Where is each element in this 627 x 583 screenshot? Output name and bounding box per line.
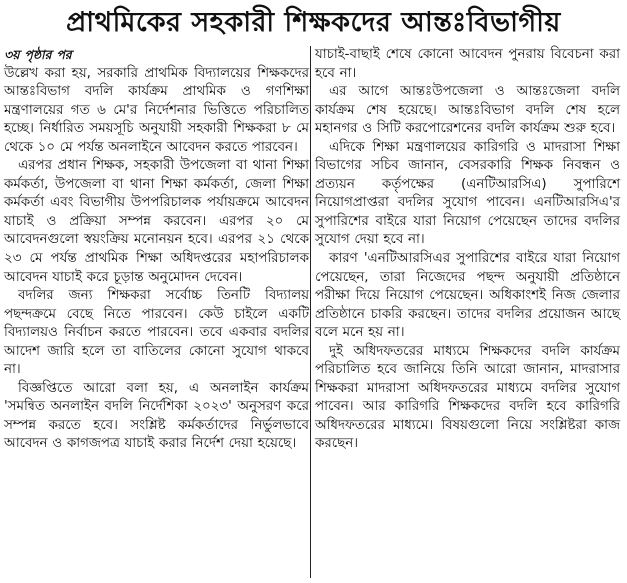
paragraph: বদলির জন্য শিক্ষকরা সর্বোচ্চ তিনটি বিদ্যালয় পছন্দক্রমে বেছে নিতে পারবেন। কেউ চাইলে একটি বিদ্যালয়ও নির্বাচন করতে পারবেন। তবে একবার বদলির আদেশ জারি হলে তা বাতিলের কোনো সুযোগ থাকবে না। — [4, 288, 309, 378]
continued-from-line: ৩য় পৃষ্ঠার পর — [4, 47, 72, 62]
paragraph: কারণ 'এনটিআরসিএর সুপারিশের বাইরে যারা নিয়োগ পেয়েছেন, তারা নিজেদের পছন্দ অনুযায়ী প্রতিষ্ঠানে পরীক্ষা দিয়ে নিয়োগ পেয়েছেন। অধিকাংশই নিজ জেলার প্রতিষ্ঠানে চাকরি করছেন। তাদের বদলির প্রয়োজন আছে বলে মনে হয় না। — [315, 251, 620, 341]
paragraph: যাচাই-বাছাই শেষে কোনো আবেদন পুনরায় বিবেচনা করা হবে না। — [315, 47, 620, 81]
paragraph: এর আগে আন্তঃউপজেলা ও আন্তঃজেলা বদলি কার্যক্রম শেষ হয়েছে। আন্তঃবিভাগ বদলি শেষ হলে মহানগর ও সিটি করপোরেশনের বদলি কার্যক্রম শুরু হবে। — [315, 84, 620, 137]
paragraph: উল্লেখ করা হয়, সরকারি প্রাথমিক বিদ্যালয়ের শিক্ষকদের আন্তঃবিভাগ বদলি কার্যক্রম প্রাথমিক ও গণশিক্ষা মন্ত্রণালয়ের গত ৬ মে'র নির্দেশনার ভিত্তিতে পরিচালিত হচ্ছে। নির্ধারিত সময়সূচি অনুযায়ী সহকারী শিক্ষকরা ৮ মে থেকে ১০ মে পর্যন্ত অনলাইনে আবেদন করতে পারবেন। — [4, 65, 309, 155]
column-divider — [310, 46, 311, 578]
paragraph: এদিকে শিক্ষা মন্ত্রণালয়ের কারিগরি ও মাদরাসা শিক্ষা বিভাগের সচিব জানান, বেসরকারি শিক্ষক নিবন্ধন ও প্রত্যয়ন কর্তৃপক্ষের (এনটিআরসিএ) সুপারিশে নিয়োগপ্রাপ্তরা বদলির সুযোগ পাবেন। এনটিআরসিএ'র সুপারিশের বাইরে যারা নিয়োগ পেয়েছেন তাদের বদলির সুযোগ দেয়া হবে না। — [315, 139, 620, 248]
paragraph: এরপর প্রধান শিক্ষক, সহকারী উপজেলা বা থানা শিক্ষা কর্মকর্তা, উপজেলা বা থানা শিক্ষা কর্মকর্তা, জেলা শিক্ষা কর্মকর্তা এবং বিভাগীয় উপপরিচালক পর্যায়ক্রমে আবেদন যাচাই ও প্রক্রিয়া সম্পন্ন করবেন। এরপর ২০ মে আবেদনগুলো স্বয়ংক্রিয় মনোনয়ন হবে। এরপর ২১ থেকে ২৩ মে পর্যন্ত প্রাথমিক শিক্ষা অধিদপ্তরের মহাপরিচালক আবেদন যাচাই করে চূড়ান্ত অনুমোদন দেবেন। — [4, 158, 309, 285]
paragraph: দুই অধিদফতরের মাধ্যমে শিক্ষকদের বদলি কার্যক্রম পরিচালিত হবে জানিয়ে তিনি আরো জানান, মাদরাসার শিক্ষকরা মাদরাসা অধিদফতরের মাধ্যমে বদলির সুযোগ পাবেন। আর কারিগরি শিক্ষকদের বদলি হবে কারিগরি অধিদফতরের মাধ্যমে। বিষয়গুলো নিয়ে সংশ্লিষ্টরা কাজ করছেন। — [315, 343, 620, 452]
left-column — [4, 46, 309, 454]
right-column — [315, 46, 620, 454]
headline: প্রাথমিকের সহকারী শিক্ষকদের আন্তঃবিভাগীয় — [66, 7, 561, 38]
paragraph: বিজ্ঞপ্তিতে আরো বলা হয়, এ অনলাইন কার্যক্রম 'সমন্বিত অনলাইন বদলি নির্দেশিকা ২০২৩' অনুসরণ করে সম্পন্ন করতে হবে। সংশ্লিষ্ট কর্মকর্তাদের নির্ভুলভাবে আবেদন ও কাগজপত্র যাচাই করার নির্দেশ দেয়া হয়েছে। — [4, 380, 309, 452]
